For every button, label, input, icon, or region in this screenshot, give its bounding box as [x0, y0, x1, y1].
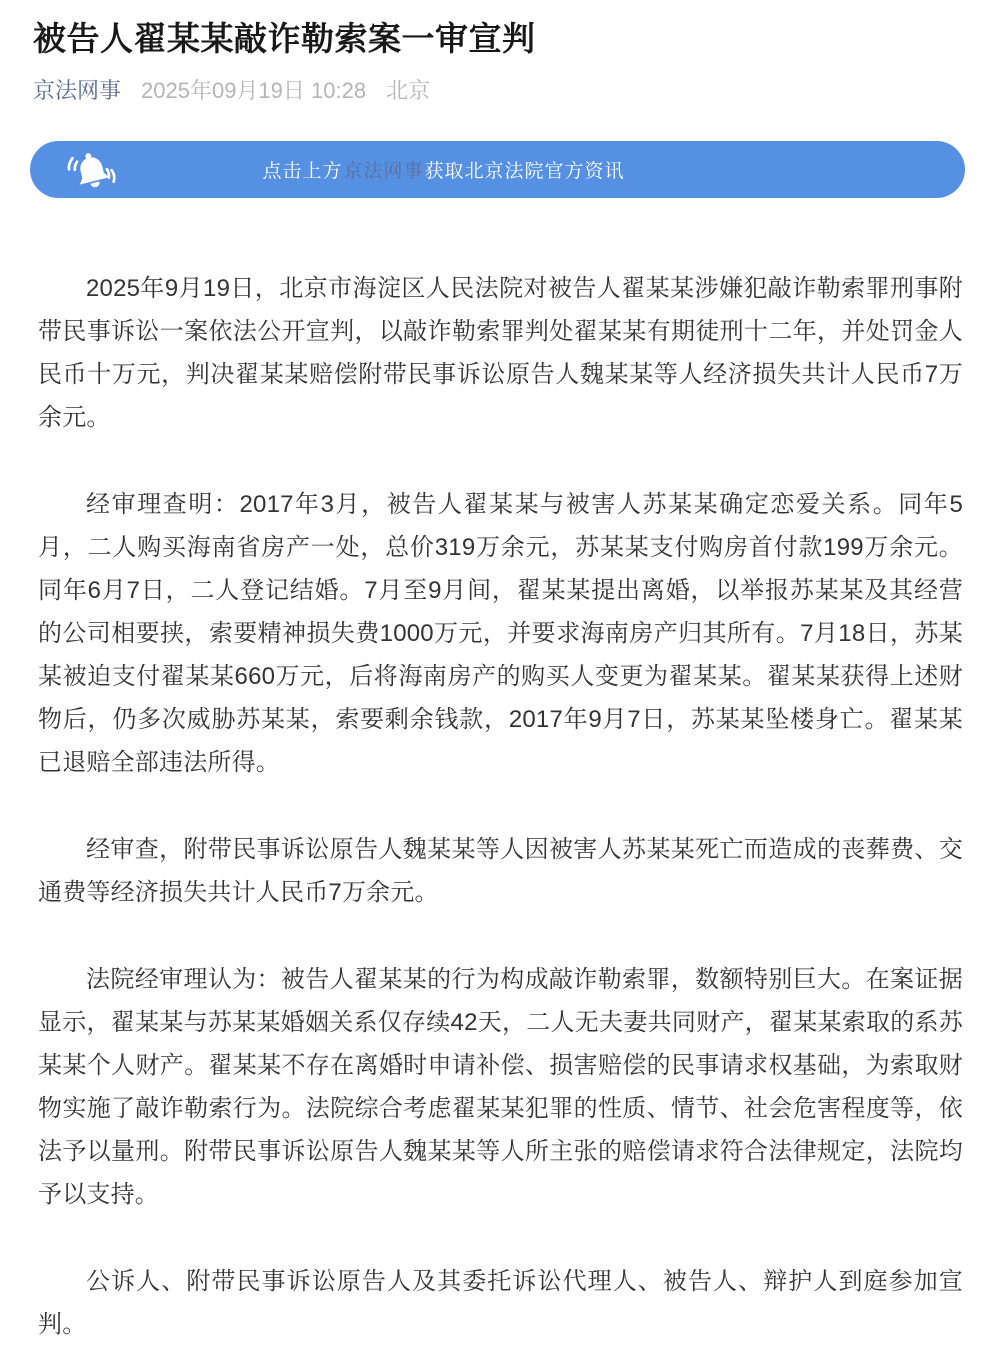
paragraph: 经审查，附带民事诉讼原告人魏某某等人因被害人苏某某死亡而造成的丧葬费、交通费等经济损失共计人民币7万余元。 — [38, 835, 963, 906]
paragraph: 2025年9月19日，北京市海淀区人民法院对被告人翟某某涉嫌犯敲诈勒索罪刑事附带民事诉讼一案依法公开宣判，以敲诈勒索罪判处翟某某有期徒刑十二年，并处罚金人民币十万元，判决翟某某赔偿附带民事诉讼原告人魏某某等人经济损失共计人民币7万余元。 — [38, 274, 963, 431]
article-title: 被告人翟某某敲诈勒索案一审宣判 — [33, 20, 536, 57]
account-name-link[interactable]: 京法网事 — [33, 77, 122, 103]
banner-text — [30, 141, 857, 198]
article-meta — [33, 78, 963, 104]
banner-account-name: 京法网事 — [343, 160, 424, 182]
banner-text-prefix: 点击上方 — [262, 160, 343, 182]
paragraph: 法院经审理认为：被告人翟某某的行为构成敲诈勒索罪，数额特别巨大。在案证据显示，翟某某与苏某某婚姻关系仅存续42天，二人无夫妻共同财产，翟某某索取的系苏某某个人财产。翟某某不存在离婚时申请补偿、损害赔偿的民事请求权基础，为索取财物实施了敲诈勒索行为。法院综合考虑翟某某犯罪的性质、情节、社会危害程度等，依法予以量刑。附带民事诉讼原告人魏某某等人所主张的赔偿请求符合法律规定，法院均予以支持。 — [38, 965, 963, 1208]
publish-location: 北京 — [386, 77, 431, 103]
subscribe-banner[interactable] — [30, 141, 965, 198]
paragraph: 公诉人、附带民事诉讼原告人及其委托诉讼代理人、被告人、辩护人到庭参加宣判。 — [38, 1267, 963, 1338]
article-body — [33, 267, 963, 1346]
paragraph: 经审理查明：2017年3月，被告人翟某某与被害人苏某某确定恋爱关系。同年5月，二人购买海南省房产一处，总价319万余元，苏某某支付购房首付款199万余元。同年6月7日，二人登记结婚。7月至9月间，翟某某提出离婚，以举报苏某某及其经营的公司相要挟，索要精神损失费1000万元，并要求海南房产归其所有。7月18日，苏某某被迫支付翟某某660万元，后将海南房产的购买人变更为翟某某。翟某某获得上述财物后，仍多次威胁苏某某，索要剩余钱款，2017年9月7日，苏某某坠楼身亡。翟某某已退赔全部违法所得。 — [38, 490, 963, 776]
publish-datetime: 2025年09月19日 10:28 — [141, 77, 367, 103]
banner-text-suffix: 获取北京法院官方资讯 — [424, 160, 625, 182]
